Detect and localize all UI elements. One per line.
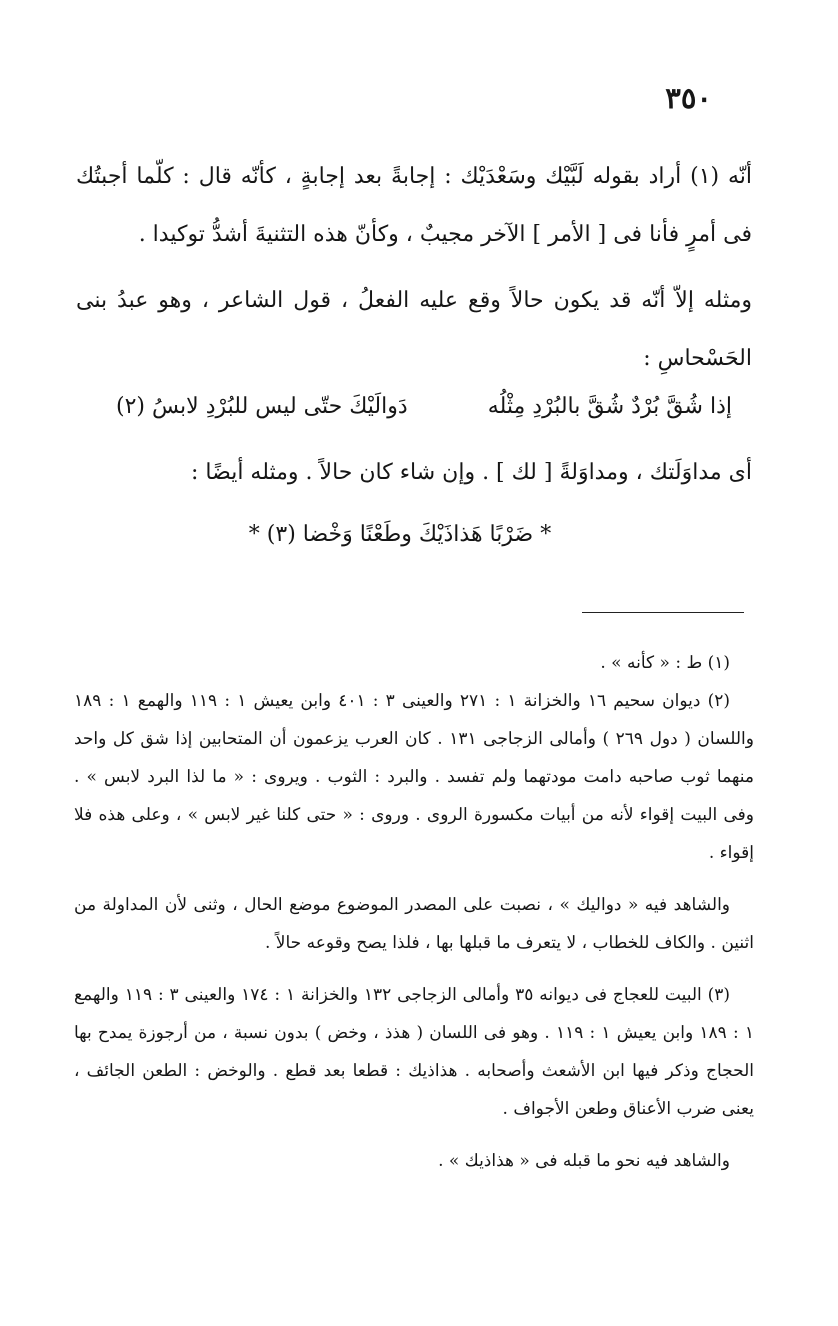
main-text <box>76 148 752 388</box>
rajaz-verse: * ضَرْبًا هَذاذَيْكَ وطَعْنًا وَخْضا (٣) * <box>248 522 552 547</box>
footnote-1: (١) ط : « كأنه » . <box>600 653 730 673</box>
main-paragraph-2: ومثله إلاّ أنّه قد يكون حالاً وقع عليه الفعلُ ، قول الشاعر ، وهو عبدُ بنى الحَسْحاسِ : <box>76 288 752 371</box>
footnote-3: (٣) البيت للعجاج فى ديوانه ٣٥ وأمالى الزجاجى ١٣٢ والخزانة ١ : ١٧٤ والعينى ٣ : ١١٩ والهمع ١ : ١٨٩ وابن يعيش ١ : ١١٩ . وهو فى اللسان ( هذذ ، وخض ) بدون نسبة ، من أرجوزة يمدح بها الحجاج وذكر فيها ابن الأشعث وأصحابه . هذاذيك : قطعا بعد قطع . والوخض : الطعن الجائف ، يعنى ضرب الأعناق وطعن الأجواف . <box>74 985 754 1119</box>
main-paragraph-3: أى مداوَلَتك ، ومداوَلةً [ لك ] . وإن شاء كان حالاً . ومثله أيضًا : <box>191 460 752 485</box>
footnote-separator <box>582 612 744 613</box>
main-text-continued <box>76 444 752 502</box>
poetry-verse <box>116 382 732 432</box>
footnote-2-continued: والشاهد فيه « دواليك » ، نصبت على المصدر الموضوع موضع الحال ، وثنى لأن المداولة من اثنين . والكاف للخطاب ، لا يتعرف ما قبلها بها ، فلذا يصح وقوعه حالاً . <box>74 895 754 953</box>
verse-first-hemistich: إذا شُقَّ بُرْدٌ شُقَّ بالبُرْدِ مِثْلُه <box>487 394 732 419</box>
page-number: ٣٥٠ <box>665 81 712 115</box>
main-paragraph-1: أنّه (١) أراد بقوله لَبَّيْك وسَعْدَيْك : إجابةً بعد إجابةٍ ، كأنّه قال : كلّما أجبتُك فى أمرٍ فأنا فى [ الأمر ] الآخر مجيبٌ ، وكأنّ هذه التثنيةَ أشدُّ توكيدا . <box>76 164 752 247</box>
footnotes <box>74 644 754 1180</box>
footnote-2: (٢) ديوان سحيم ١٦ والخزانة ١ : ٢٧١ والعينى ٣ : ٤٠١ وابن يعيش ١ : ١١٩ والهمع ١ : ١٨٩ واللسان ( دول ٢٦٩ ) وأمالى الزجاجى ١٣١ . كان العرب يزعمون أن المتحابين إذا شق كل واحد منهما ثوب صاحبه دامت مودتهما ولم تفسد . والبرد : الثوب . ويروى : « ما لذا البرد لابس » . وفى البيت إقواء لأنه من أبيات مكسورة الروى . وروى : « حتى كلنا غير لابس » ، وعلى هذه فلا إقواء . <box>74 691 754 863</box>
verse-second-hemistich: دَوالَيْكَ حتّى ليس للبُرْدِ لابسُ (٢) <box>116 394 408 419</box>
footnote-3-continued: والشاهد فيه نحو ما قبله فى « هذاذيك » . <box>438 1151 730 1171</box>
